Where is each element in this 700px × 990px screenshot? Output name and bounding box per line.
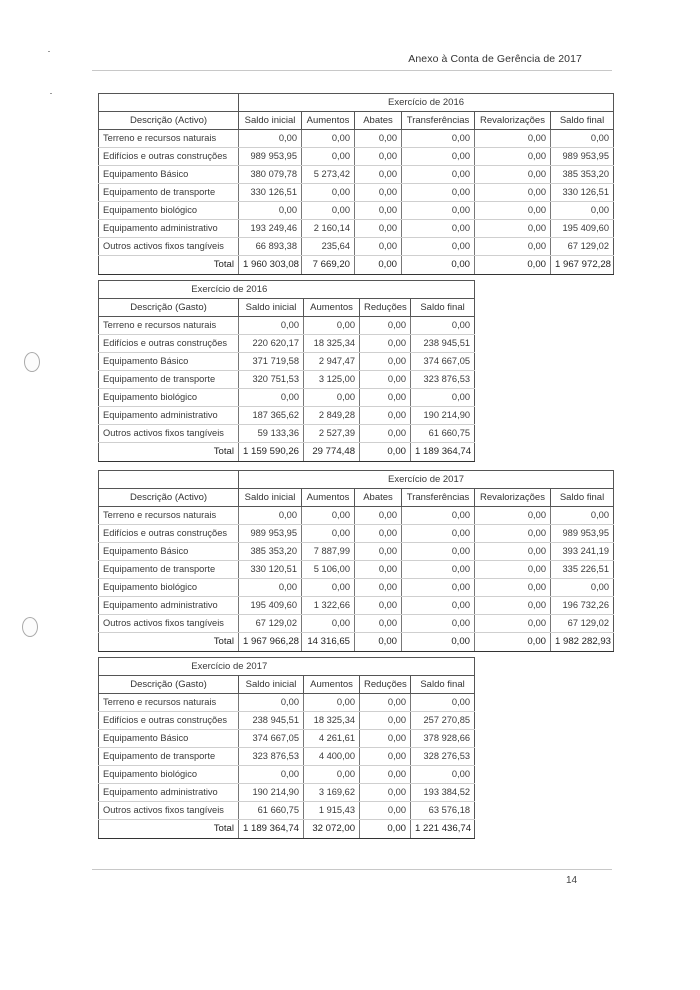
total-label: Total [99,443,239,462]
table-cell: 0,00 [355,543,402,561]
table-cell: 320 751,53 [239,371,304,389]
row-description: Outros activos fixos tangíveis [99,615,239,633]
table-cell: 378 928,66 [411,730,475,748]
exercise-label: Exercício de 2016 [239,94,614,112]
row-description: Equipamento de transporte [99,748,239,766]
row-description: Equipamento de transporte [99,184,239,202]
table-cell: 0,00 [360,317,411,335]
table-header-row [99,112,614,130]
table-cell: 328 276,53 [411,748,475,766]
table-cell: 238 945,51 [239,712,304,730]
total-cell: 32 072,00 [304,820,360,839]
table-cell: 0,00 [360,784,411,802]
table-cell: 0,00 [304,317,360,335]
table-row [99,543,614,561]
table-cell: 4 261,61 [304,730,360,748]
row-description: Equipamento administrativo [99,407,239,425]
table-row [99,730,475,748]
table-cell: 0,00 [402,597,475,615]
table-cell: 0,00 [475,220,551,238]
total-cell: 0,00 [355,256,402,275]
table-header-row [99,489,614,507]
column-header: Reduções [360,299,411,317]
header-divider [92,70,612,71]
table-cell: 0,00 [402,202,475,220]
table-cell: 374 667,05 [239,730,304,748]
row-description: Equipamento administrativo [99,784,239,802]
column-header: Reduções [360,676,411,694]
total-cell: 0,00 [355,633,402,652]
table-cell: 0,00 [475,184,551,202]
total-cell: 0,00 [402,256,475,275]
row-description: Edifícios e outras construções [99,525,239,543]
table-cell: 0,00 [551,202,614,220]
table-cell: 0,00 [360,353,411,371]
table-cell: 5 273,42 [302,166,355,184]
total-cell: 29 774,48 [304,443,360,462]
column-header: Saldo final [551,489,614,507]
table-cell: 196 732,26 [551,597,614,615]
table-cell: 0,00 [239,389,304,407]
column-header: Aumentos [302,112,355,130]
table-cell: 0,00 [402,579,475,597]
table-cell: 0,00 [355,615,402,633]
table-cell: 0,00 [402,543,475,561]
row-description: Equipamento Básico [99,543,239,561]
total-cell: 0,00 [475,633,551,652]
table-cell: 989 953,95 [239,525,302,543]
table-cell: 0,00 [360,407,411,425]
table-row [99,748,475,766]
total-cell: 1 189 364,74 [411,443,475,462]
total-cell: 1 967 966,28 [239,633,302,652]
total-cell: 14 316,65 [302,633,355,652]
table-cell: 385 353,20 [239,543,302,561]
table-cell: 0,00 [302,202,355,220]
row-description: Terreno e recursos naturais [99,317,239,335]
table-cell: 0,00 [239,130,302,148]
table-cell: 0,00 [302,525,355,543]
table-row [99,507,614,525]
row-description: Outros activos fixos tangíveis [99,802,239,820]
table-cell: 195 409,60 [239,597,302,615]
table-row [99,166,614,184]
table-cell: 2 849,28 [304,407,360,425]
table-cell: 323 876,53 [239,748,304,766]
column-header: Transferências [402,112,475,130]
table-cell: 330 120,51 [239,561,302,579]
table-cell: 0,00 [355,597,402,615]
total-cell: 1 967 972,28 [551,256,614,275]
table-cell: 63 576,18 [411,802,475,820]
table-cell: 0,00 [475,507,551,525]
table-cell: 0,00 [239,579,302,597]
table-cell: 0,00 [302,130,355,148]
row-description: Terreno e recursos naturais [99,130,239,148]
table-cell: 989 953,95 [551,148,614,166]
column-header: Aumentos [304,676,360,694]
column-header: Saldo inicial [239,299,304,317]
table-row [99,615,614,633]
table-cell: 0,00 [475,579,551,597]
table-cell: 0,00 [402,220,475,238]
table-cell: 61 660,75 [411,425,475,443]
table-cell: 0,00 [411,389,475,407]
table-cell: 330 126,51 [551,184,614,202]
row-description: Terreno e recursos naturais [99,694,239,712]
table-cell: 238 945,51 [411,335,475,353]
row-description: Equipamento Básico [99,353,239,371]
table-gasto-2017 [98,657,475,839]
column-header: Aumentos [302,489,355,507]
table-cell: 0,00 [402,525,475,543]
table-cell: 0,00 [355,148,402,166]
row-description: Equipamento administrativo [99,597,239,615]
table-cell: 7 887,99 [302,543,355,561]
table-cell: 0,00 [551,579,614,597]
row-description: Equipamento de transporte [99,561,239,579]
scan-speck [50,93,52,94]
column-header: Descrição (Activo) [99,112,239,130]
column-header: Saldo inicial [239,676,304,694]
total-cell: 0,00 [360,820,411,839]
column-header: Saldo final [411,299,475,317]
table-cell: 0,00 [475,166,551,184]
table-cell: 0,00 [304,766,360,784]
total-cell: 1 189 364,74 [239,820,304,839]
total-row [99,256,614,275]
table-cell: 0,00 [302,579,355,597]
table-row [99,238,614,256]
table-cell: 0,00 [402,238,475,256]
table-cell: 3 169,62 [304,784,360,802]
table-gasto-2016 [98,280,475,462]
table-cell: 0,00 [402,507,475,525]
table-cell: 235,64 [302,238,355,256]
table-row [99,353,475,371]
table-row [99,784,475,802]
table-cell: 0,00 [402,166,475,184]
table-row [99,694,475,712]
table-cell: 0,00 [475,130,551,148]
table-row [99,184,614,202]
table-cell: 0,00 [239,766,304,784]
table-cell: 67 129,02 [551,615,614,633]
row-description: Edifícios e outras construções [99,712,239,730]
table-row [99,371,475,389]
table-cell: 323 876,53 [411,371,475,389]
table-activo-2016 [98,93,614,275]
table-cell: 0,00 [402,148,475,166]
table-cell: 220 620,17 [239,335,304,353]
table-cell: 0,00 [475,202,551,220]
punch-hole-icon [22,617,38,637]
table-cell: 66 893,38 [239,238,302,256]
row-description: Equipamento administrativo [99,220,239,238]
column-header: Descrição (Gasto) [99,676,239,694]
table-cell: 193 384,52 [411,784,475,802]
table-row [99,130,614,148]
table-cell: 59 133,36 [239,425,304,443]
table-cell: 0,00 [411,766,475,784]
column-header: Aumentos [304,299,360,317]
table-cell: 0,00 [360,802,411,820]
table-cell: 0,00 [355,561,402,579]
table-cell: 190 214,90 [239,784,304,802]
table-row [99,597,614,615]
table-header-row [99,299,475,317]
row-description: Equipamento biológico [99,202,239,220]
total-cell: 0,00 [402,633,475,652]
page-number: 14 [566,875,578,886]
table-cell: 0,00 [239,694,304,712]
row-description: Equipamento Básico [99,166,239,184]
table-activo-2017 [98,470,614,652]
table-cell: 989 953,95 [551,525,614,543]
total-cell: 7 669,20 [302,256,355,275]
table-cell: 0,00 [360,425,411,443]
table-cell: 0,00 [475,525,551,543]
table-row [99,579,614,597]
table-cell: 374 667,05 [411,353,475,371]
table-cell: 0,00 [355,525,402,543]
table-cell: 0,00 [355,184,402,202]
table-cell: 0,00 [239,317,304,335]
table-cell: 18 325,34 [304,335,360,353]
table-row [99,766,475,784]
table-row [99,220,614,238]
total-row [99,443,475,462]
table-row [99,407,475,425]
table-cell: 0,00 [360,371,411,389]
table-row [99,335,475,353]
scan-speck [48,51,50,52]
table-cell: 0,00 [360,389,411,407]
table-cell: 1 322,66 [302,597,355,615]
table-row [99,317,475,335]
table-cell: 0,00 [411,694,475,712]
table-cell: 0,00 [304,694,360,712]
row-description: Edifícios e outras construções [99,148,239,166]
table-cell: 0,00 [360,748,411,766]
table-cell: 0,00 [402,184,475,202]
table-cell: 0,00 [475,615,551,633]
table-cell: 0,00 [475,543,551,561]
table-cell: 0,00 [402,615,475,633]
table-cell: 0,00 [475,238,551,256]
table-cell: 0,00 [302,184,355,202]
total-cell: 1 982 282,93 [551,633,614,652]
row-description: Equipamento Básico [99,730,239,748]
table-cell: 2 527,39 [304,425,360,443]
column-header: Saldo inicial [239,112,302,130]
table-cell: 371 719,58 [239,353,304,371]
table-cell: 0,00 [302,615,355,633]
column-header: Saldo final [551,112,614,130]
table-cell: 4 400,00 [304,748,360,766]
total-label: Total [99,633,239,652]
table-cell: 0,00 [355,507,402,525]
table-row [99,202,614,220]
table-cell: 989 953,95 [239,148,302,166]
table-row [99,389,475,407]
table-cell: 3 125,00 [304,371,360,389]
row-description: Equipamento de transporte [99,371,239,389]
table-cell: 0,00 [360,335,411,353]
row-description: Equipamento biológico [99,389,239,407]
total-cell: 1 960 303,08 [239,256,302,275]
table-cell: 0,00 [239,202,302,220]
exercise-label: Exercício de 2017 [191,661,268,672]
table-cell: 0,00 [355,579,402,597]
table-cell: 187 365,62 [239,407,304,425]
table-row [99,525,614,543]
row-description: Terreno e recursos naturais [99,507,239,525]
table-cell: 330 126,51 [239,184,302,202]
table-cell: 0,00 [302,148,355,166]
table-row [99,148,614,166]
row-description: Equipamento biológico [99,766,239,784]
table-cell: 190 214,90 [411,407,475,425]
total-cell: 1 159 590,26 [239,443,304,462]
column-header: Transferências [402,489,475,507]
table-header-row [99,676,475,694]
row-description: Outros activos fixos tangíveis [99,425,239,443]
table-cell: 0,00 [360,766,411,784]
table-cell: 0,00 [551,130,614,148]
column-header: Descrição (Activo) [99,489,239,507]
column-header: Saldo inicial [239,489,302,507]
total-row [99,820,475,839]
table-row [99,712,475,730]
table-cell: 67 129,02 [551,238,614,256]
column-header: Abates [355,112,402,130]
table-cell: 0,00 [551,507,614,525]
table-cell: 0,00 [355,220,402,238]
total-row [99,633,614,652]
punch-hole-icon [24,352,40,372]
table-cell: 0,00 [360,730,411,748]
document-header-title: Anexo à Conta de Gerência de 2017 [408,53,582,65]
table-cell: 0,00 [411,317,475,335]
table-cell: 0,00 [355,202,402,220]
table-cell: 0,00 [360,712,411,730]
column-header: Descrição (Gasto) [99,299,239,317]
table-cell: 0,00 [355,238,402,256]
table-cell: 0,00 [304,389,360,407]
table-cell: 257 270,85 [411,712,475,730]
exercise-label: Exercício de 2016 [191,284,268,295]
table-cell: 0,00 [355,166,402,184]
table-cell: 0,00 [360,694,411,712]
table-cell: 61 660,75 [239,802,304,820]
table-cell: 0,00 [402,561,475,579]
table-cell: 0,00 [475,561,551,579]
table-cell: 1 915,43 [304,802,360,820]
table-cell: 393 241,19 [551,543,614,561]
row-description: Outros activos fixos tangíveis [99,238,239,256]
total-cell: 0,00 [475,256,551,275]
table-cell: 67 129,02 [239,615,302,633]
table-row [99,802,475,820]
table-cell: 0,00 [402,130,475,148]
total-label: Total [99,256,239,275]
table-cell: 0,00 [475,148,551,166]
table-cell: 0,00 [239,507,302,525]
table-cell: 2 160,14 [302,220,355,238]
row-description: Edifícios e outras construções [99,335,239,353]
column-header: Revalorizações [475,489,551,507]
table-cell: 5 106,00 [302,561,355,579]
table-cell: 195 409,60 [551,220,614,238]
table-cell: 18 325,34 [304,712,360,730]
row-description: Equipamento biológico [99,579,239,597]
column-header: Abates [355,489,402,507]
table-row [99,425,475,443]
table-cell: 0,00 [355,130,402,148]
total-label: Total [99,820,239,839]
exercise-label: Exercício de 2017 [239,471,614,489]
column-header: Saldo final [411,676,475,694]
table-cell: 385 353,20 [551,166,614,184]
table-row [99,561,614,579]
total-cell: 1 221 436,74 [411,820,475,839]
table-cell: 0,00 [302,507,355,525]
table-cell: 0,00 [475,597,551,615]
table-cell: 380 079,78 [239,166,302,184]
table-cell: 193 249,46 [239,220,302,238]
table-cell: 2 947,47 [304,353,360,371]
footer-divider [92,869,612,870]
column-header: Revalorizações [475,112,551,130]
total-cell: 0,00 [360,443,411,462]
table-cell: 335 226,51 [551,561,614,579]
